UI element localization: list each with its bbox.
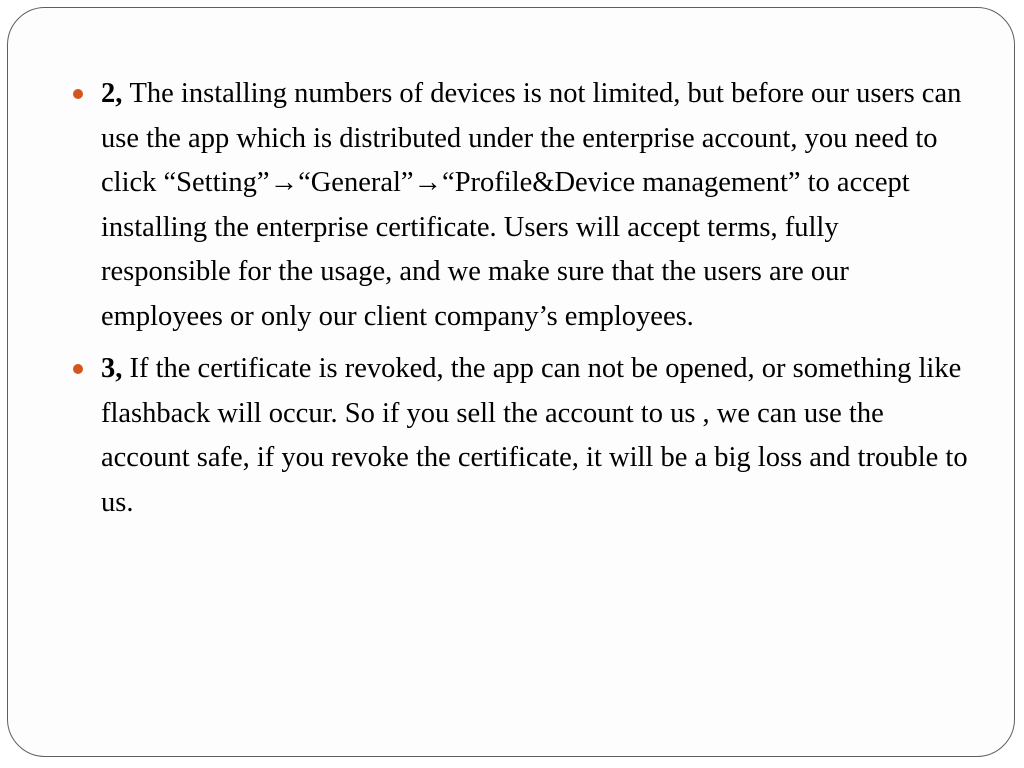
bullet-dot-icon — [73, 364, 83, 374]
bullet-text: The installing numbers of devices is not limited, but before our users can use the app which is distributed under the enterprise account, you need to click “Setting”→“General”→“Profile&Device management” to accept installing the enterprise certificate. Users will accept terms, fully responsible for the usage, and we make sure that the users are our employees or only our client company’s employees. — [101, 78, 969, 332]
bullet-number: 3, — [101, 353, 130, 384]
bullet-text: If the certificate is revoked, the app can not be opened, or something like flashback will occur. So if you sell the account to us , we can use the account safe, if you revoke the certificate, it will be a big loss and trouble to us. — [101, 353, 975, 518]
bullet-item-3 — [70, 347, 975, 525]
bullet-item-2 — [70, 72, 970, 339]
bullet-number: 2, — [101, 78, 130, 109]
slide-frame — [7, 7, 1015, 757]
bullet-dot-icon — [73, 89, 83, 99]
slide-content — [70, 72, 975, 533]
